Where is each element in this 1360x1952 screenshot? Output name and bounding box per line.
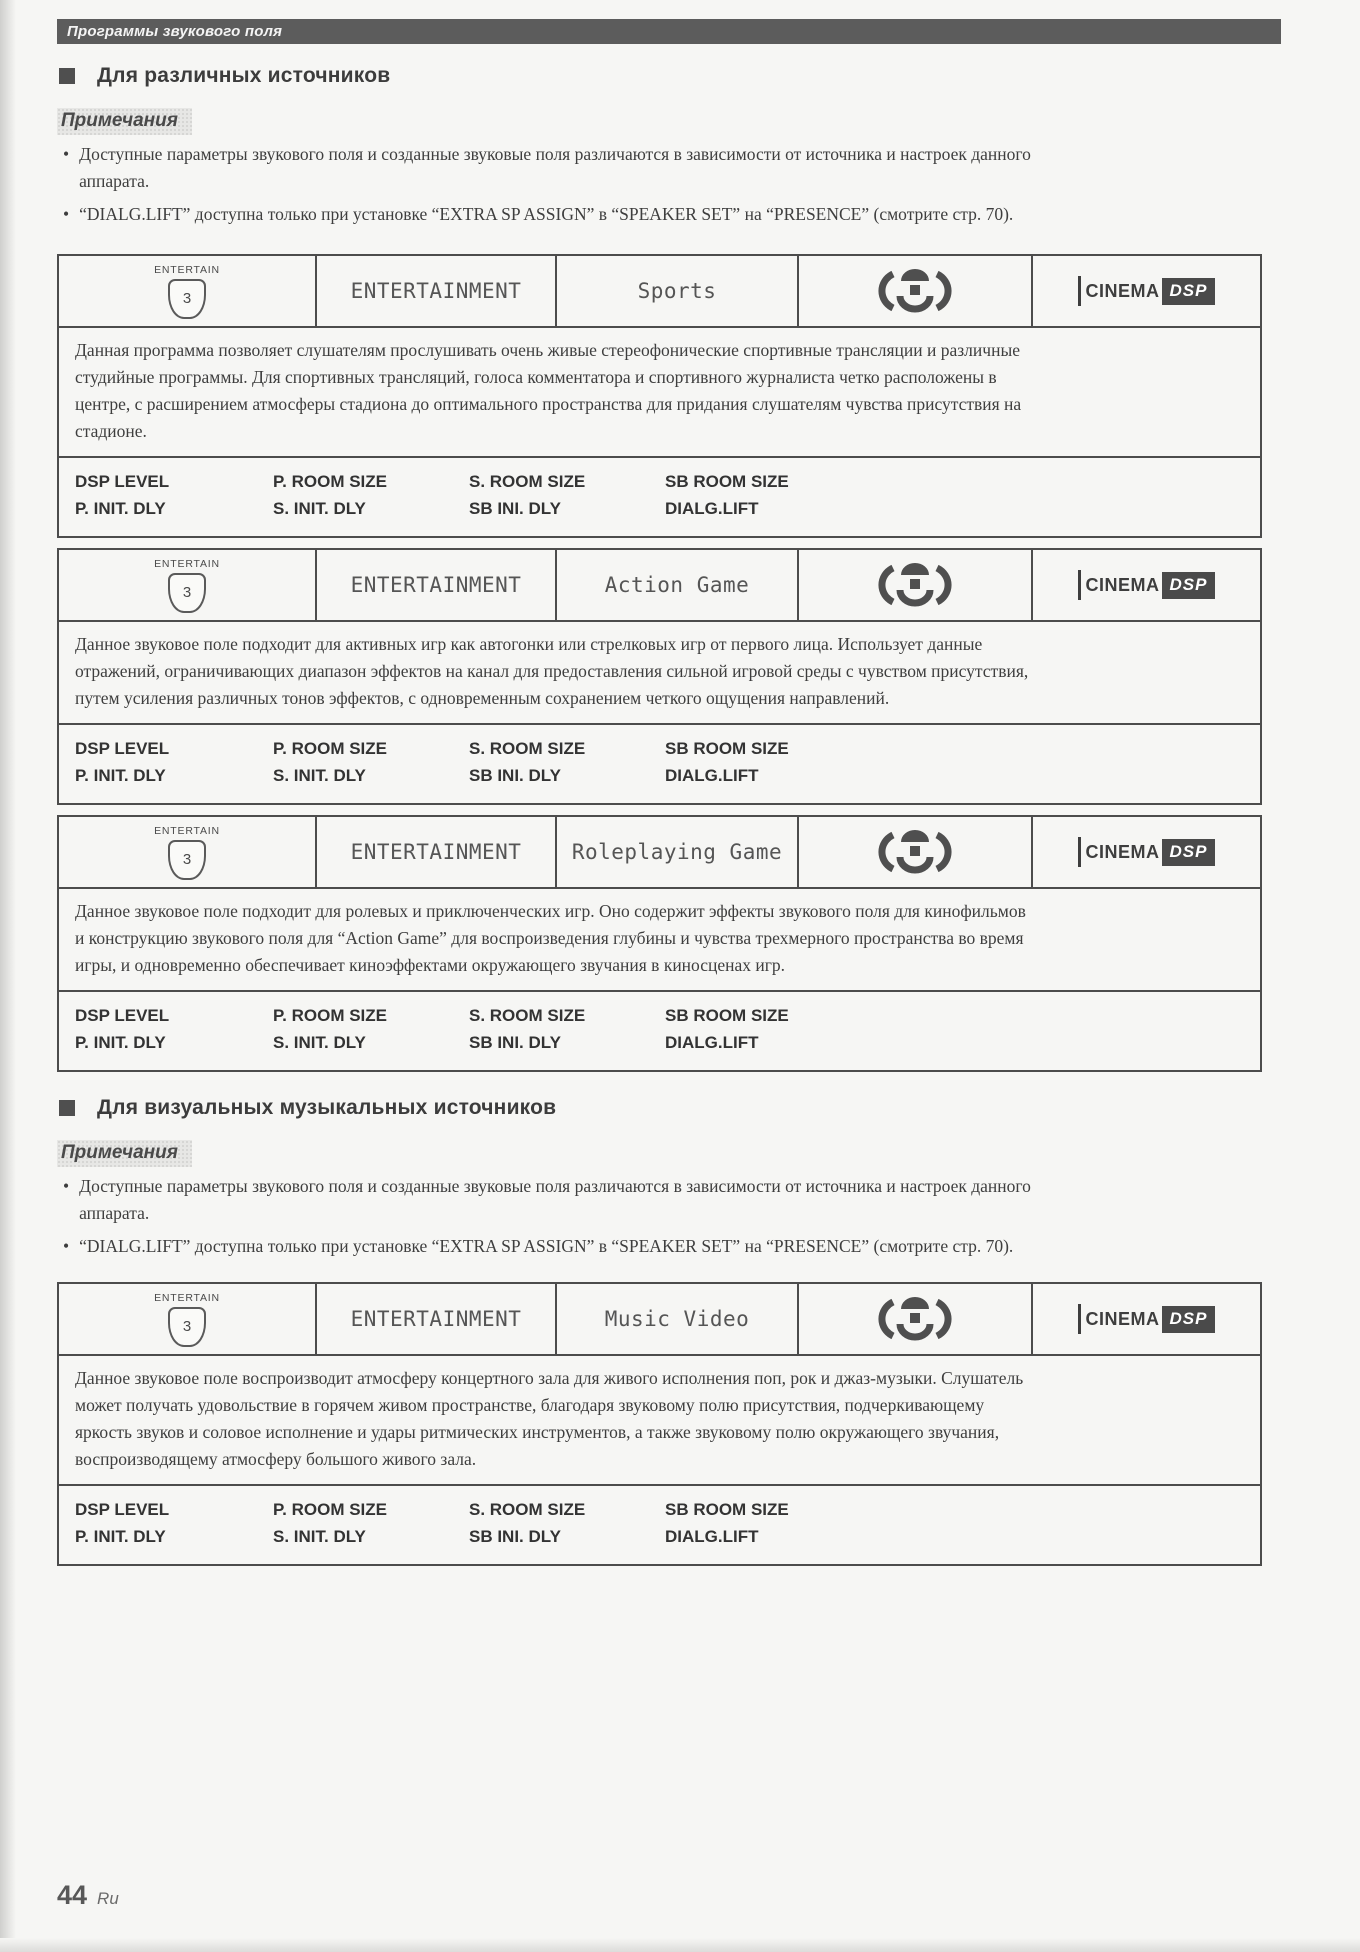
cinemadsp-logo — [1033, 1284, 1260, 1354]
param-label: DSP LEVEL — [75, 1006, 170, 1025]
program-table-music-video — [57, 1282, 1262, 1566]
param-label: S. INIT. DLY — [273, 499, 366, 518]
entertain-button-shape — [168, 1307, 206, 1347]
entertain-button-number: 3 — [182, 1318, 192, 1335]
entertain-button-label: ENTERTAIN — [154, 824, 220, 837]
param-label: P. INIT. DLY — [75, 499, 166, 518]
bullet-icon: • — [63, 1236, 70, 1256]
page-footer — [57, 1880, 119, 1911]
param-label: SB ROOM SIZE — [665, 1500, 789, 1519]
param-label: SB ROOM SIZE — [665, 739, 789, 758]
param-label: P. INIT. DLY — [75, 1527, 166, 1546]
cinema-logo-text: CINEMA — [1085, 1308, 1160, 1329]
param-label: DIALG.LIFT — [665, 499, 759, 518]
dsp-logo-text: DSP — [1162, 572, 1216, 599]
cinema-logo-text: CINEMA — [1085, 280, 1160, 301]
param-label: S. INIT. DLY — [273, 1033, 366, 1052]
program-table-header — [59, 1284, 1260, 1356]
running-head-bar — [57, 19, 1281, 44]
note-text: Доступные параметры звукового поля и созданные звуковые поля различаются в зависимости от источника и настроек данного аппарата. — [79, 144, 1031, 191]
display-program-name: Music Video — [557, 1284, 799, 1354]
cinemadsp-logo-inner — [1078, 276, 1216, 306]
entertain-button-number: 3 — [182, 290, 192, 307]
note-text: “DIALG.LIFT” доступна только при установке “EXTRA SP ASSIGN” в “SPEAKER SET” на “PRESENCE” (смотрите стр. 70). — [79, 204, 1014, 224]
program-parameters — [59, 992, 1260, 1070]
notes-title: Примечания — [57, 1140, 192, 1167]
display-category: ENTERTAINMENT — [317, 817, 557, 887]
program-parameters — [59, 725, 1260, 803]
program-table-action-game — [57, 548, 1262, 805]
note-item — [57, 1233, 1047, 1260]
param-label: DIALG.LIFT — [665, 1033, 759, 1052]
display-category: ENTERTAINMENT — [317, 1284, 557, 1354]
note-text: “DIALG.LIFT” доступна только при установке “EXTRA SP ASSIGN” в “SPEAKER SET” на “PRESENCE” (смотрите стр. 70). — [79, 1236, 1014, 1256]
cinemadsp-logo-inner — [1078, 837, 1216, 867]
display-program-name: Sports — [557, 256, 799, 326]
program-table-header — [59, 256, 1260, 328]
page-content — [57, 19, 1281, 1566]
param-label: P. ROOM SIZE — [273, 739, 387, 758]
param-label: SB INI. DLY — [469, 1033, 561, 1052]
program-table-roleplaying-game — [57, 815, 1262, 1072]
param-label: DIALG.LIFT — [665, 1527, 759, 1546]
section-square-icon — [59, 1100, 75, 1116]
section-heading-visual-music-sources — [59, 1096, 1281, 1120]
param-label: S. INIT. DLY — [273, 1527, 366, 1546]
surround-speakers-icon — [799, 550, 1033, 620]
entertain-button-cell — [59, 1284, 317, 1354]
entertain-button-shape — [168, 279, 206, 319]
bullet-icon: • — [63, 204, 70, 224]
section-heading-text: Для различных источников — [97, 64, 391, 87]
param-label: S. ROOM SIZE — [469, 1500, 586, 1519]
display-program-name: Action Game — [557, 550, 799, 620]
note-item — [57, 141, 1047, 195]
param-label: S. ROOM SIZE — [469, 1006, 586, 1025]
dsp-logo-text: DSP — [1162, 1306, 1216, 1333]
param-label: DSP LEVEL — [75, 739, 170, 758]
page-language-label: Ru — [97, 1889, 119, 1908]
program-table-header — [59, 550, 1260, 622]
cinema-logo-text: CINEMA — [1085, 841, 1160, 862]
surround-speakers-icon — [799, 256, 1033, 326]
cinemadsp-logo-inner — [1078, 570, 1216, 600]
param-label: SB INI. DLY — [469, 766, 561, 785]
param-label: P. ROOM SIZE — [273, 1006, 387, 1025]
program-table-header — [59, 817, 1260, 889]
running-head-title: Программы звукового поля — [67, 23, 283, 40]
program-parameters — [59, 458, 1260, 536]
param-label: P. INIT. DLY — [75, 1033, 166, 1052]
program-table-sports — [57, 254, 1262, 538]
page-number: 44 — [57, 1880, 88, 1910]
program-parameters — [59, 1486, 1260, 1564]
cinemadsp-logo-inner — [1078, 1304, 1216, 1334]
surround-speakers-icon — [799, 817, 1033, 887]
program-description: Данное звуковое поле подходит для ролевых и приключенческих игр. Оно содержит эффекты звукового поля для кинофильмов и конструкцию звукового поля для “Action Game” для воспроизведения глубины и чувства трехмерного пространства во время игры, и одновременно обеспечивает киноэффектами окружающего звучания в киносценах игр. — [59, 889, 1260, 992]
surround-speakers-icon — [799, 1284, 1033, 1354]
entertain-button-cell — [59, 550, 317, 620]
param-label: SB ROOM SIZE — [665, 1006, 789, 1025]
dsp-logo-text: DSP — [1162, 278, 1216, 305]
note-item — [57, 201, 1047, 228]
display-program-name: Roleplaying Game — [557, 817, 799, 887]
section-heading-various-sources — [59, 64, 1281, 88]
entertain-button-number: 3 — [182, 584, 192, 601]
param-label: P. ROOM SIZE — [273, 1500, 387, 1519]
entertain-button-number: 3 — [182, 851, 192, 868]
param-label: DSP LEVEL — [75, 1500, 170, 1519]
program-description: Данное звуковое поле подходит для активных игр как автогонки или стрелковых игр от первого лица. Использует данные отражений, ограничивающих диапазон эффектов на канал для предоставления сильной игровой среды с чувством присутствия, путем усиления различных тонов эффектов, с одновременным сохранением четкого ощущения направлений. — [59, 622, 1260, 725]
program-description: Данная программа позволяет слушателям прослушивать очень живые стереофонические спортивные трансляции и различные студийные программы. Для спортивных трансляций, голоса комментатора и спортивного журналиста четко расположены в центре, с расширением атмосферы стадиона до оптимального пространства для придания слушателям чувства присутствия на стадионе. — [59, 328, 1260, 458]
param-label: SB INI. DLY — [469, 1527, 561, 1546]
entertain-button-label: ENTERTAIN — [154, 263, 220, 276]
note-item — [57, 1173, 1047, 1227]
param-label: S. INIT. DLY — [273, 766, 366, 785]
entertain-button-label: ENTERTAIN — [154, 1291, 220, 1304]
display-category: ENTERTAINMENT — [317, 550, 557, 620]
cinemadsp-logo — [1033, 256, 1260, 326]
param-label: P. ROOM SIZE — [273, 472, 387, 491]
entertain-button-shape — [168, 840, 206, 880]
entertain-button-shape — [168, 573, 206, 613]
display-category: ENTERTAINMENT — [317, 256, 557, 326]
section-heading-text: Для визуальных музыкальных источников — [97, 1096, 557, 1119]
section-square-icon — [59, 68, 75, 84]
note-text: Доступные параметры звукового поля и созданные звуковые поля различаются в зависимости от источника и настроек данного аппарата. — [79, 1176, 1031, 1223]
bullet-icon: • — [63, 1176, 70, 1196]
cinemadsp-logo — [1033, 550, 1260, 620]
param-label: S. ROOM SIZE — [469, 739, 586, 758]
dsp-logo-text: DSP — [1162, 839, 1216, 866]
cinemadsp-logo — [1033, 817, 1260, 887]
entertain-button-cell — [59, 256, 317, 326]
param-label: SB ROOM SIZE — [665, 472, 789, 491]
cinema-logo-text: CINEMA — [1085, 574, 1160, 595]
param-label: P. INIT. DLY — [75, 766, 166, 785]
bullet-icon: • — [63, 144, 70, 164]
notes-title: Примечания — [57, 108, 192, 135]
param-label: SB INI. DLY — [469, 499, 561, 518]
param-label: S. ROOM SIZE — [469, 472, 586, 491]
entertain-button-label: ENTERTAIN — [154, 557, 220, 570]
entertain-button-cell — [59, 817, 317, 887]
param-label: DIALG.LIFT — [665, 766, 759, 785]
program-description: Данное звуковое поле воспроизводит атмосферу концертного зала для живого исполнения поп, рок и джаз-музыки. Слушатель может получать удовольствие в горячем живом пространстве, благодаря звуковому полю присутствия, подчеркивающему яркость звуков и соловое исполнение и удары ритмических инструментов, а также звуковому полю окружающего звучания, воспроизводящему атмосферу большого живого зала. — [59, 1356, 1260, 1486]
param-label: DSP LEVEL — [75, 472, 170, 491]
